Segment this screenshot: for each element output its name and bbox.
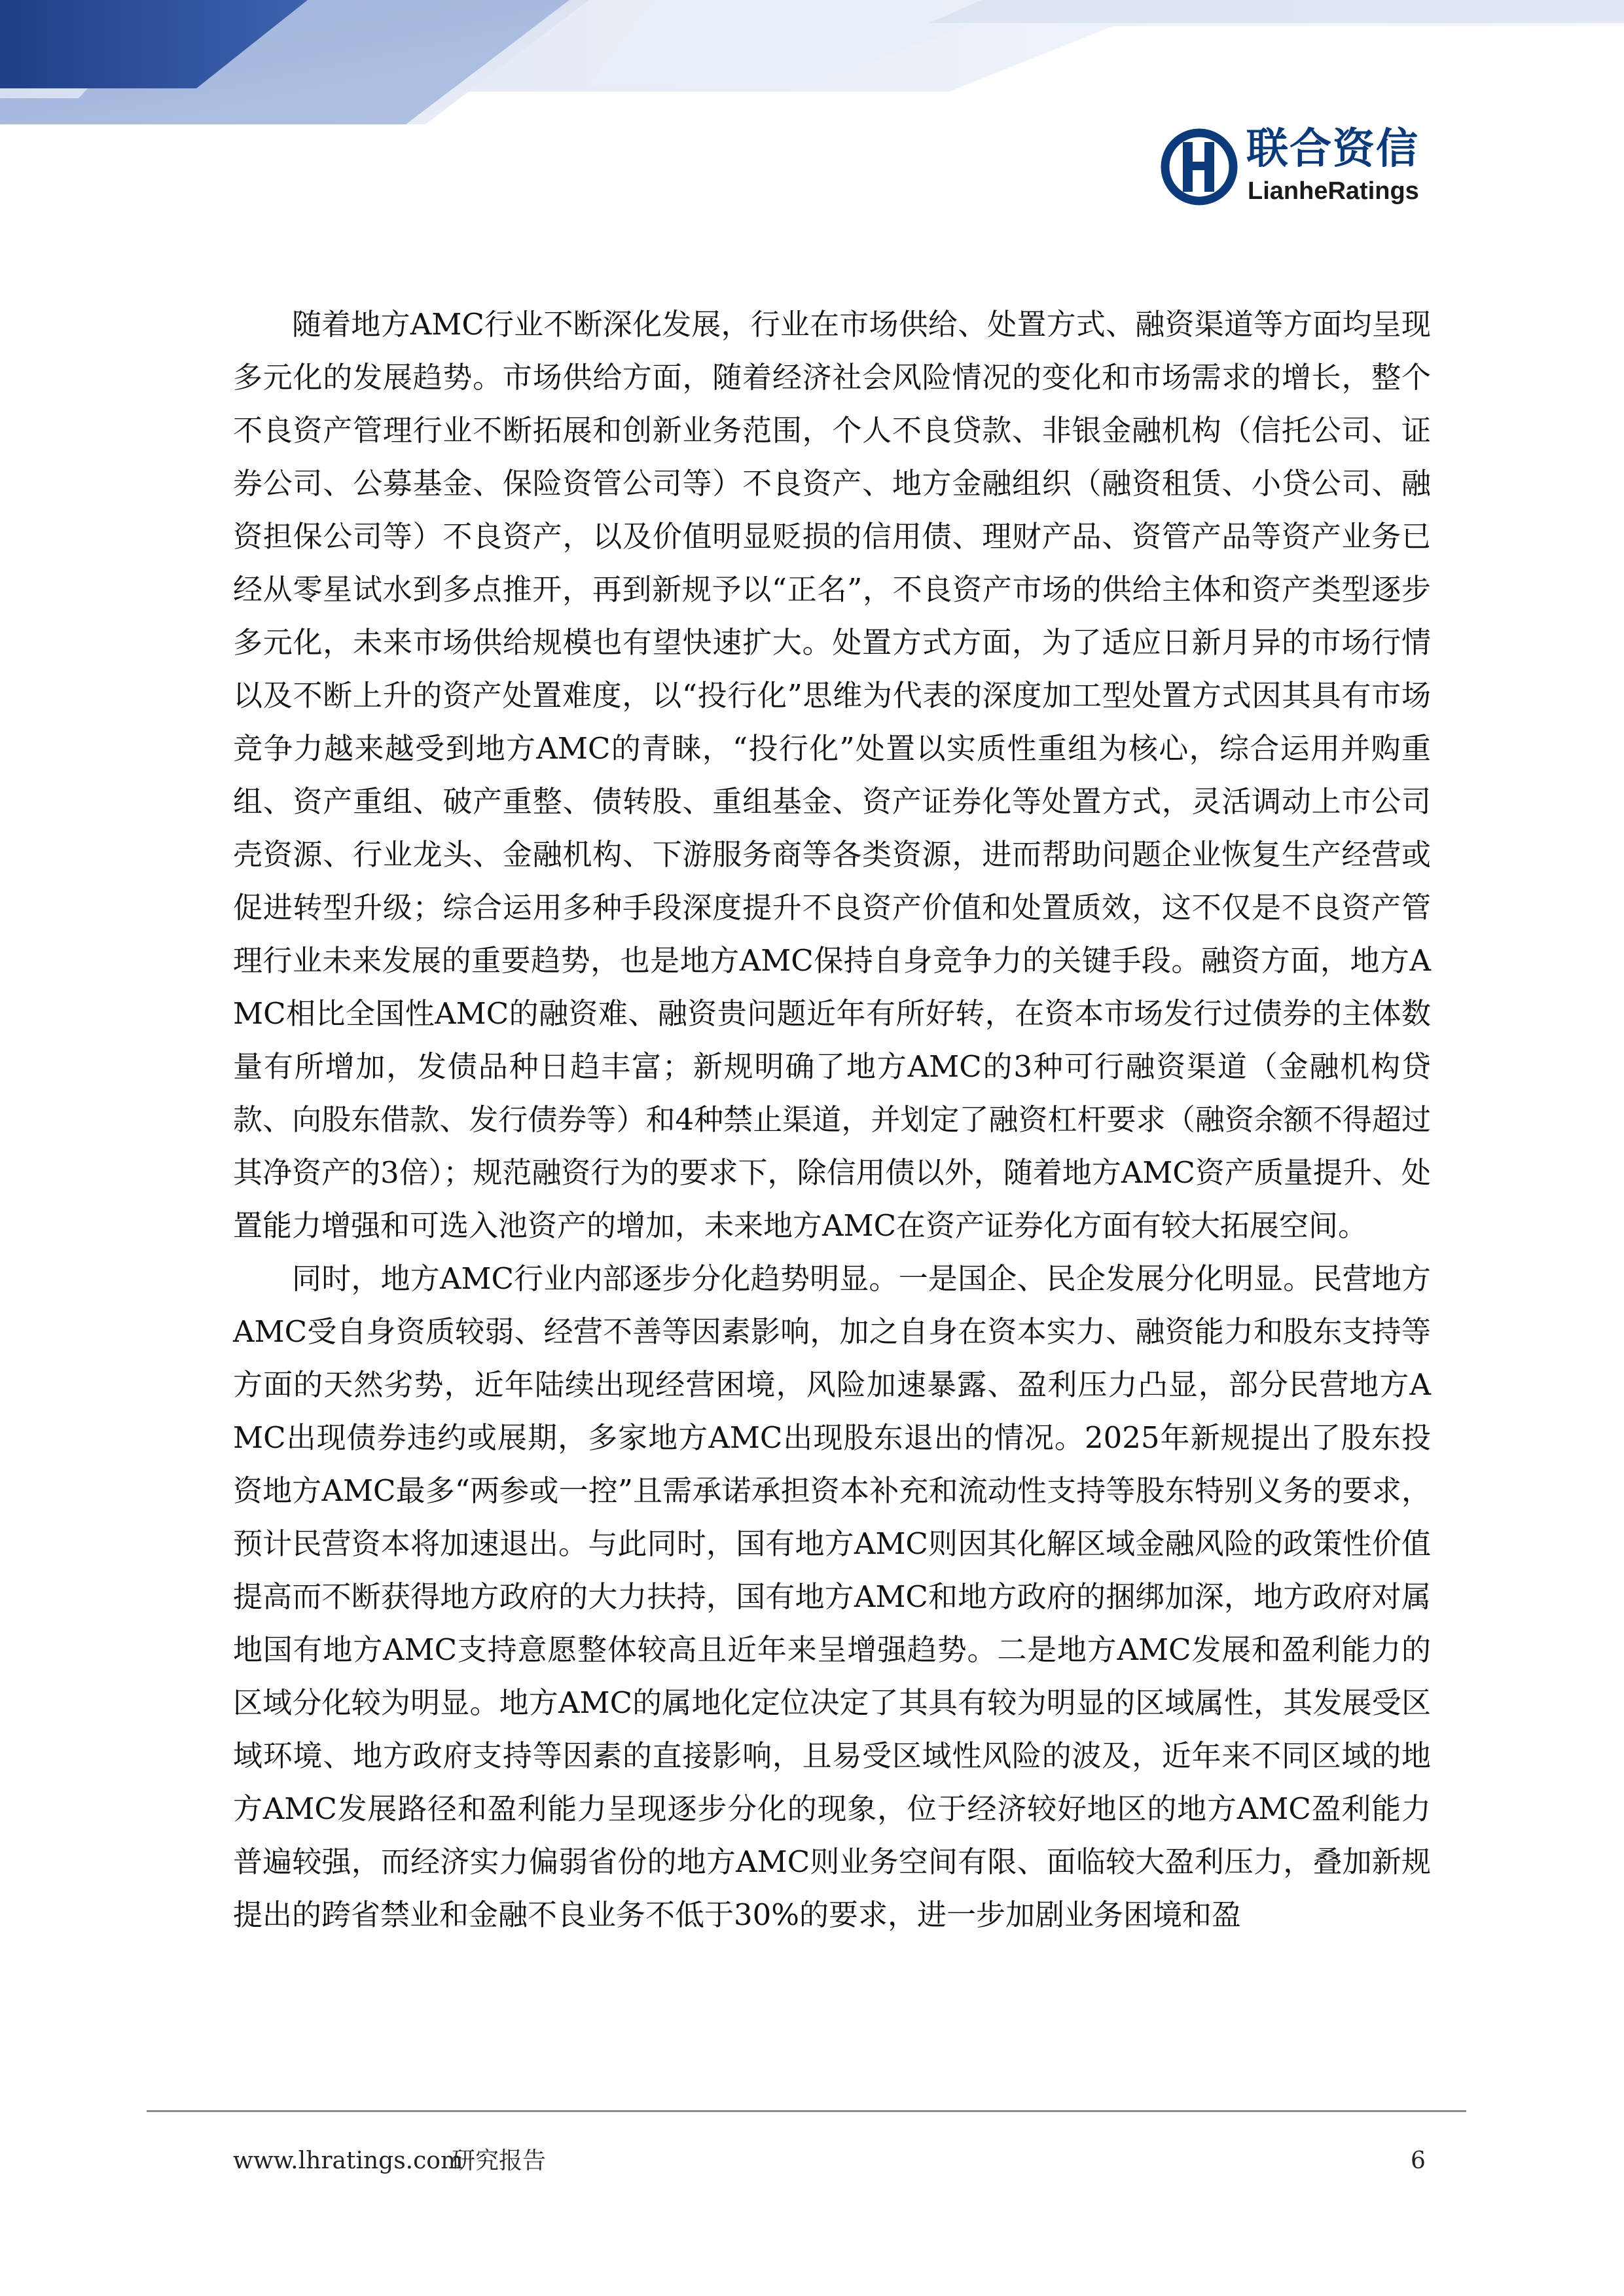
report-body [233, 298, 1431, 1941]
footer-website-link[interactable]: www.lhratings.com [233, 2147, 463, 2174]
logo-chinese-name: 联合资信 [1246, 125, 1419, 173]
lianhe-logo-mark-icon [1160, 128, 1238, 206]
lianhe-ratings-logo [1160, 124, 1448, 209]
logo-english-name: LianheRatings [1248, 177, 1419, 205]
page-number: 6 [1411, 2147, 1426, 2174]
footer-report-type: 研究报告 [452, 2147, 547, 2174]
body-paragraph: 随着地方AMC行业不断深化发展，行业在市场供给、处置方式、融资渠道等方面均呈现多元化的发展趋势。市场供给方面，随着经济社会风险情况的变化和市场需求的增长，整个不良资产管理行业不断拓展和创新业务范围，个人不良贷款、非银金融机构（信托公司、证券公司、公募基金、保险资管公司等）不良资产、地方金融组织（融资租赁、小贷公司、融资担保公司等）不良资产，以及价值明显贬损的信用债、理财产品、资管产品等资产业务已经从零星试水到多点推开，再到新规予以“正名”，不良资产市场的供给主体和资产类型逐步多元化，未来市场供给规模也有望快速扩大。处置方式方面，为了适应日新月异的市场行情以及不断上升的资产处置难度，以“投行化”思维为代表的深度加工型处置方式因其具有市场竞争力越来越受到地方AMC的青睐，“投行化”处置以实质性重组为核心，综合运用并购重组、资产重组、破产重整、债转股、重组基金、资产证券化等处置方式，灵活调动上市公司壳资源、行业龙头、金融机构、下游服务商等各类资源，进而帮助问题企业恢复生产经营或促进转型升级；综合运用多种手段深度提升不良资产价值和处置质效，这不仅是不良资产管理行业未来发展的重要趋势，也是地方AMC保持自身竞争力的关键手段。融资方面，地方AMC相比全国性AMC的融资难、融资贵问题近年有所好转，在资本市场发行过债券的主体数量有所增加，发债品种日趋丰富；新规明确了地方AMC的3种可行融资渠道（金融机构贷款、向股东借款、发行债券等）和4种禁止渠道，并划定了融资杠杆要求（融资余额不得超过其净资产的3倍）；规范融资行为的要求下，除信用债以外，随着地方AMC资产质量提升、处置能力增强和可选入池资产的增加，未来地方AMC在资产证券化方面有较大拓展空间。 [233, 307, 1431, 1243]
footer-divider [147, 2110, 1466, 2112]
body-paragraph: 同时，地方AMC行业内部逐步分化趋势明显。一是国企、民企发展分化明显。民营地方AMC受自身资质较弱、经营不善等因素影响，加之自身在资本实力、融资能力和股东支持等方面的天然劣势，近年陆续出现经营困境，风险加速暴露、盈利压力凸显，部分民营地方AMC出现债券违约或展期，多家地方AMC出现股东退出的情况。2025年新规提出了股东投资地方AMC最多“两参或一控”且需承诺承担资本补充和流动性支持等股东特别义务的要求，预计民营资本将加速退出。与此同时，国有地方AMC则因其化解区域金融风险的政策性价值提高而不断获得地方政府的大力扶持，国有地方AMC和地方政府的捆绑加深，地方政府对属地国有地方AMC支持意愿整体较高且近年来呈增强趋势。二是地方AMC发展和盈利能力的区域分化较为明显。地方AMC的属地化定位决定了其具有较为明显的区域属性，其发展受区域环境、地方政府支持等因素的直接影响，且易受区域性风险的波及，近年来不同区域的地方AMC发展路径和盈利能力呈现逐步分化的现象，位于经济较好地区的地方AMC盈利能力普遍较强，而经济实力偏弱省份的地方AMC则业务空间有限、面临较大盈利压力，叠加新规提出的跨省禁业和金融不良业务不低于30%的要求，进一步加剧业务困境和盈 [233, 1261, 1431, 1932]
